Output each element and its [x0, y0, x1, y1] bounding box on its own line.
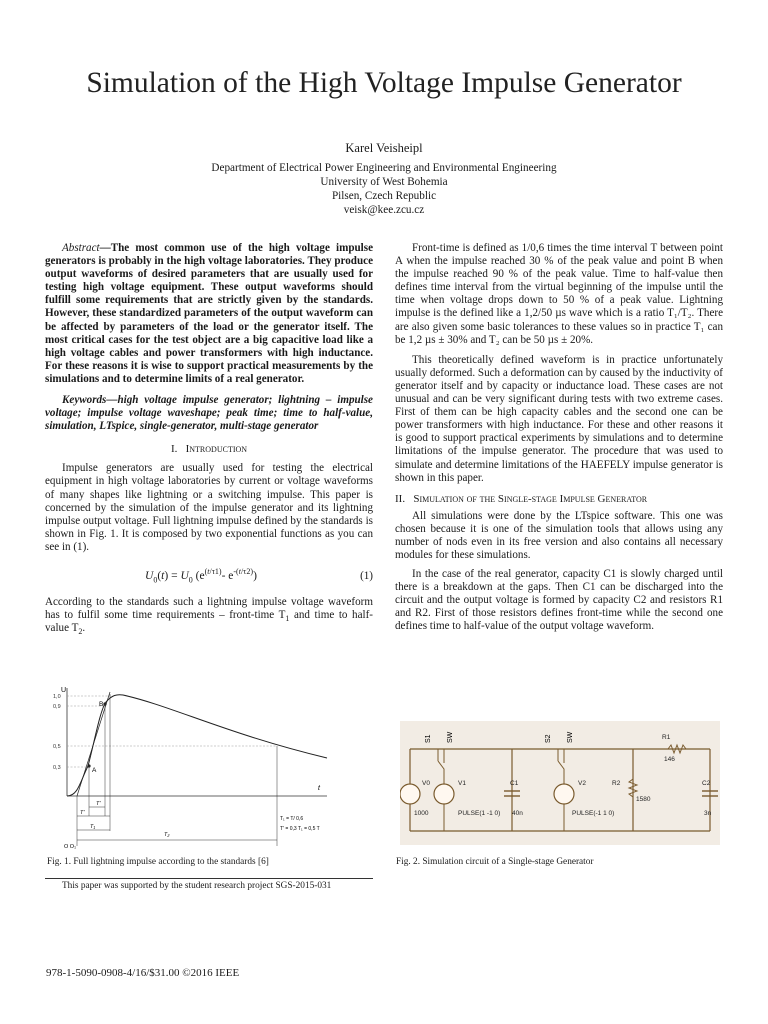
author-department: Department of Electrical Power Engineering and Environmental Engineering	[211, 162, 557, 174]
c2-value: 3n	[704, 810, 712, 817]
r1-label: R1	[662, 734, 671, 741]
footnote-rule	[45, 878, 373, 879]
x-axis-label: t	[318, 785, 320, 792]
c1-value: 40n	[512, 810, 523, 817]
author-university: University of West Bohemia	[320, 176, 448, 188]
tick-0-3: 0,3	[53, 765, 61, 771]
tick-0-5: 0,5	[53, 744, 61, 750]
sw1-label: SW	[447, 731, 454, 743]
source-v1	[434, 784, 454, 804]
c1-label: C1	[510, 780, 519, 787]
source-v0	[400, 784, 420, 804]
impulse-curve	[67, 695, 327, 796]
intro-paragraph-1: Impulse generators are usually used for testing the electrical equipment in high voltage laboratories by current or voltage waveforms of many shapes like lightning or a switching impulse. This paper is concerned by the simulation of the impulse generator and its lightning impulse output voltage. Full lightning impulse defined by the standards is shown in Fig. 1. It is composed by two exponential functions as you can see in (1).	[45, 462, 373, 553]
right-paragraph-4: In the case of the real generator, capacity C1 is slowly charged until there is a breakdown at the gaps. Then C1 can be discharged into the circuit and the output voltage is formed by capacity C2 and resistors R1 and R2. First of those resistors defines front-time while the second one defines time to half-value of the output voltage waveform.	[395, 568, 723, 633]
origin-labels: O O₁	[64, 844, 76, 850]
r1-value: 146	[664, 756, 675, 763]
section-2-heading: II. Simulation of the Single-stage Impulse Generator	[395, 492, 648, 505]
right-paragraph-2: This theoretically defined waveform is in practice unfortunately usually deformed. Such a deformation can by caused by the inductivity of generator itself and by capacity or inductance load. These cases are not unusual and can be very significant during tests with two extreme cases. First of them can be high capacity cables and the second one can be power transformers with high inductance. For these and other reasons it is good to support practical experiments by simulations and to determine limitations of the impulse generator. The procedure that was used to simulate and determine limitations of the HAEFELY impulse generator is shown in this paper.	[395, 353, 723, 484]
tick-0-9: 0,9	[53, 704, 61, 710]
t1-label: T₁	[90, 824, 96, 830]
author-email[interactable]: veisk@kee.zcu.cz	[343, 204, 425, 216]
t2-label: T₂	[164, 832, 170, 838]
section-1-heading: I. Introduction	[170, 443, 248, 456]
right-paragraph-1: Front-time is defined as 1/0,6 times the time interval T between point A when the impulse reached 30 % of the peak value and point B when the impulse reached 90 % of the peak value. Time to half-value then defines time interval from the virtual beginning of the impulse until the time when voltage drops down to 50 % of a peak value. Lightning impulse is the defined like a 1,2/50 µs wave which is a ratio T₁/T₂. There are also given some basic tolerances to these values so in practice T₁ can be 1,2 µs ± 30% and T₂ can be 50 µs ± 20%.	[395, 242, 723, 346]
v1-label: V1	[458, 780, 466, 787]
r2-value: 1580	[636, 796, 651, 803]
isbn-copyright: 978-1-5090-0908-4/16/$31.00 ©2016 IEEE	[46, 967, 240, 979]
y-axis-label: U	[61, 687, 67, 694]
right-paragraph-3: All simulations were done by the LTspice software. This one was chosen because it is one of the simulation tools that allows using any number of nods even in its free version and also contains all necessary modules for these simulations.	[395, 509, 723, 561]
v0-label: V0	[422, 780, 430, 787]
v2-value: PULSE(-1 1 0)	[572, 810, 615, 817]
v2-label: V2	[578, 780, 586, 787]
author-city: Pilsen, Czech Republic	[331, 190, 437, 202]
c2-label: C2	[702, 780, 711, 787]
v1-value: PULSE(1 -1 0)	[458, 810, 501, 817]
point-b-label: B	[99, 701, 104, 708]
figure-2-circuit	[400, 721, 720, 845]
footnote: This paper was supported by the student research project SGS-2015-031	[62, 881, 332, 891]
sw2-label: SW	[567, 731, 574, 743]
abstract: Abstract—The most common use of the high voltage impulse generators is probably in the high voltage laboratories. They produce output waveforms of desired parameters that are usually used for testing high voltage equipment. These output waveforms should fulfill some requirements that are strictly given by the standards. However, these standardized parameters of the output waveform can be affected by parameters of the load or the generator itself. The most critical cases for the test object are a big capacitive load like a high voltage cables and power transformers with high inductance. For these reasons it is wise to support practical measurements by the simulations and to determine limits of a real generator.	[45, 242, 373, 385]
equation-1: $U_0(t) = U_0$ ($e^{(t/\tau 1)}-$ $e^{-(t/\tau 2)}$) (1)	[145, 567, 373, 585]
left-column	[45, 242, 373, 635]
source-v2	[554, 784, 574, 804]
figure-1-impulse-plot	[52, 684, 334, 850]
intro-paragraph-2: According to the standards such a lightning impulse voltage waveform has to fulfil some time requirements – front-time $T_1$ and time to half-value $T_2$.	[45, 595, 373, 637]
fig1-legend-line-1: T₁ = T/ 0,6	[280, 816, 304, 822]
page-title: Simulation of the High Voltage Impulse Generator	[86, 67, 682, 99]
tick-1-0: 1,0	[53, 694, 61, 700]
t-label: T'	[80, 810, 85, 816]
v0-value: 1000	[414, 810, 429, 817]
s1-label: S1	[425, 734, 432, 743]
figure-2-caption: Fig. 2. Simulation circuit of a Single-stage Generator	[396, 857, 594, 867]
author-name: Karel Veisheipl	[345, 141, 423, 155]
s2-label: S2	[545, 734, 552, 743]
t-prime-label: T'	[96, 801, 101, 807]
figure-1-caption: Fig. 1. Full lightning impulse according to the standards [6]	[47, 857, 269, 867]
point-a-label: A	[92, 767, 97, 774]
right-column	[395, 242, 723, 634]
r2-label: R2	[612, 780, 621, 787]
keywords: Keywords—high voltage impulse generator; lightning – impulse voltage; impulse voltage waveshape; peak time; time to half-value, simulation, LTspice, single-generator, multi-stage generator	[45, 394, 373, 433]
fig1-legend-line-2: T' = 0,3 T₁ = 0,5 T	[280, 826, 320, 832]
